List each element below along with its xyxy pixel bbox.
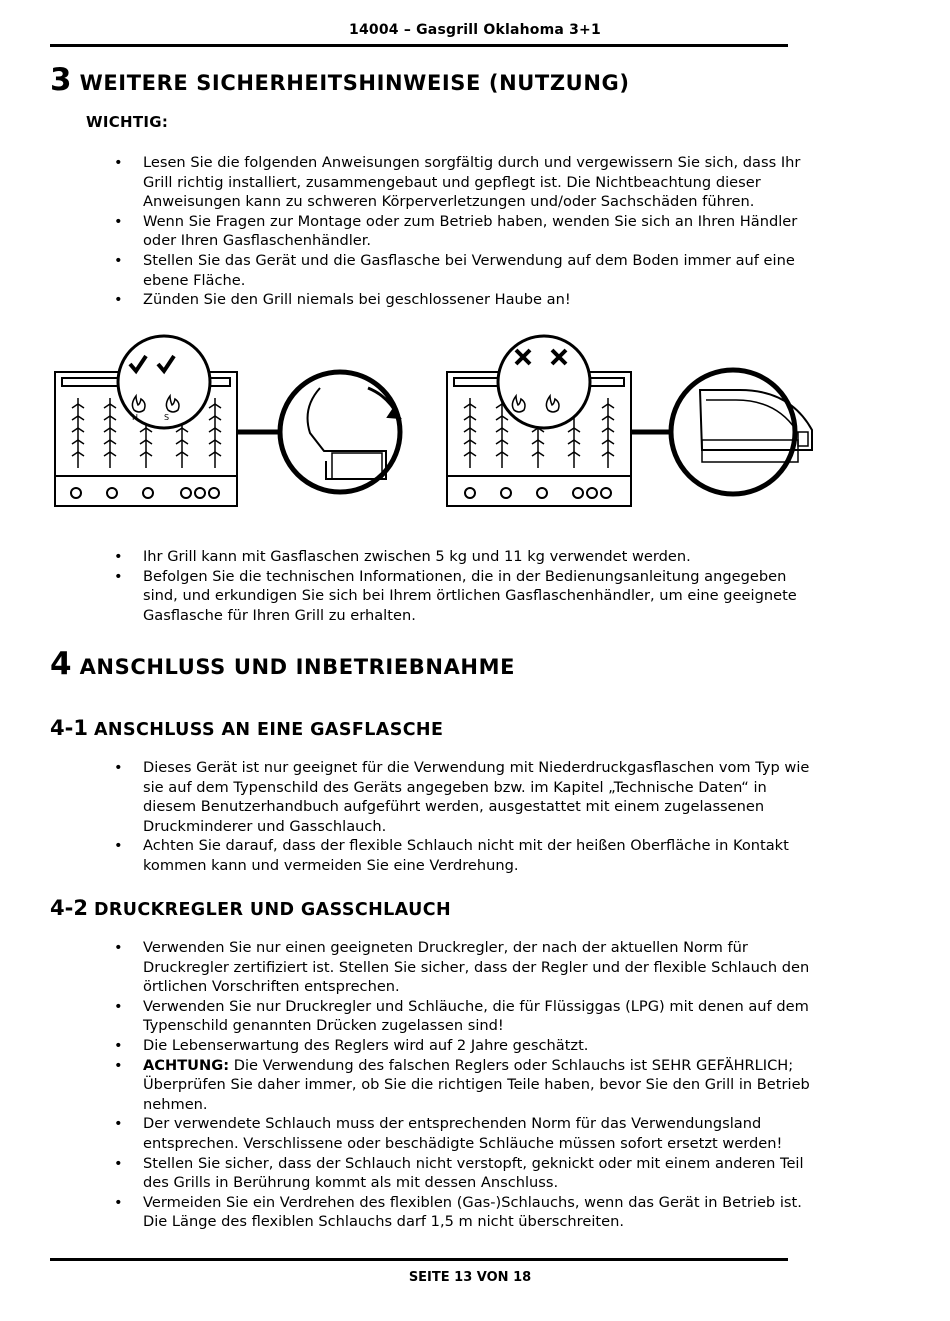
list-item-line: • Verwenden Sie nur einen geeigneten Druckregler, der nach der aktuellen Norm für xyxy=(143,939,748,956)
list-item-line: • Die Lebenserwartung des Reglers wird auf 2 Jahre geschätzt. xyxy=(143,1036,589,1054)
section-number: 4 xyxy=(50,646,72,682)
subsection-number: 4-1 xyxy=(50,716,88,740)
grill-closed-lid-not-ok xyxy=(447,336,812,506)
list-item xyxy=(0,212,890,251)
section-title: WEITERE SICHERHEITSHINWEISE (NUTZUNG) xyxy=(79,71,630,95)
list-item-line: • Stellen Sie sicher, dass der Schlauch nicht verstopft, geknickt oder mit einem anderen Teil xyxy=(143,1154,804,1172)
list-item-line: nehmen. xyxy=(143,1095,208,1113)
list-item xyxy=(0,997,890,1036)
list-item-line: Grill richtig installiert, zusammengebaut und gepflegt ist. Die Nichtbeachtung dieser xyxy=(143,173,761,191)
footer-rule xyxy=(50,1258,788,1261)
grill-open-lid-ok xyxy=(55,336,400,506)
list-item-line: • Zünden Sie den Grill niemals bei geschlossener Haube an! xyxy=(143,291,571,309)
grill-usage-illustration xyxy=(50,328,910,514)
figure-label: S xyxy=(164,413,170,422)
list-item-line: örtlichen Vorschriften entsprechen. xyxy=(143,978,400,996)
section-title: ANSCHLUSS UND INBETRIEBNAHME xyxy=(79,655,516,679)
list-item-line: • Achten Sie darauf, dass der flexible Schlauch nicht mit der heißen Oberfläche in Kontakt xyxy=(143,837,789,855)
list-item-line: ebene Fläche. xyxy=(143,271,246,289)
warning-item xyxy=(0,1056,890,1115)
safety-list-2 xyxy=(0,547,890,625)
list-item-line: • Befolgen Sie die technischen Informationen, die in der Bedienungsanleitung angegeben xyxy=(143,567,787,585)
list-item-line: • Dieses Gerät ist nur geeignet für die Verwendung mit Niederdruckgasflaschen vom Typ wie xyxy=(143,759,810,776)
header-rule xyxy=(50,44,788,47)
list-item-line: Die Länge des flexiblen Schlauchs darf 1,5 m nicht überschreiten. xyxy=(143,1213,624,1231)
list-item-line: Druckregler zertifiziert ist. Stellen Sie sicher, dass der Regler und der flexible Schlauch den xyxy=(143,958,810,976)
list-item-line: entsprechen. Verschlissene oder beschädigte Schläuche müssen sofort ersetzt werden! xyxy=(143,1134,783,1152)
list-item xyxy=(0,153,890,212)
list-item xyxy=(0,1036,890,1056)
list-item xyxy=(0,938,890,997)
list-item-line: Überprüfen Sie daher immer, ob Sie die richtigen Teile haben, bevor Sie den Grill in Betrieb xyxy=(143,1076,810,1094)
figure-label: H xyxy=(132,413,139,422)
list-item xyxy=(0,567,890,626)
list-item xyxy=(0,1154,890,1193)
list-item-line: • Vermeiden Sie ein Verdrehen des flexiblen (Gas-)Schlauchs, wenn das Gerät in Betrieb ist. xyxy=(143,1193,802,1211)
page-number: SEITE 13 VON 18 xyxy=(408,1270,532,1285)
list-item-line: diesem Benutzerhandbuch aufgeführt werden, ausgestattet mit einem zugelassenen xyxy=(143,798,765,816)
list-item-line xyxy=(143,1056,890,1076)
list-item-line: • Lesen Sie die folgenden Anweisungen sorgfältig durch und vergewissern Sie sich, dass Ihr xyxy=(143,154,801,171)
list-item xyxy=(0,547,890,567)
list-item xyxy=(0,290,890,310)
list-item-line: kommen kann und vermeiden Sie eine Verdrehung. xyxy=(143,856,519,874)
subsection-title: ANSCHLUSS AN EINE GASFLASCHE xyxy=(93,720,444,740)
list-item-line: sie auf dem Typenschild des Geräts angegeben bzw. im Kapitel „Technische Daten“ in xyxy=(143,778,767,796)
list-item-line: • Ihr Grill kann mit Gasflaschen zwischen 5 kg und 11 kg verwendet werden. xyxy=(143,548,691,565)
list-item-line: Typenschild genannten Drücken zugelassen sind! xyxy=(143,1017,504,1035)
list-item-line: Anweisungen kann zu schweren Körperverletzungen und/oder Sachschäden führen. xyxy=(143,193,755,211)
list-item-line: • Stellen Sie das Gerät und die Gasflasche bei Verwendung auf dem Boden immer auf eine xyxy=(143,251,795,269)
list-item-line: Druckminderer und Gasschlauch. xyxy=(143,817,387,835)
list-item xyxy=(0,1193,890,1232)
gas-bottle-list xyxy=(0,758,890,876)
list-item-line: Gasflasche für Ihren Grill zu erhalten. xyxy=(143,606,416,624)
subsection-number: 4-2 xyxy=(50,896,88,920)
list-item xyxy=(0,1114,890,1153)
list-item-line: sind, und erkundigen Sie sich bei Ihrem örtlichen Gasflaschenhändler, um eine geeignete xyxy=(143,587,797,605)
section-4-heading xyxy=(50,646,515,682)
header-title: 14004 – Gasgrill Oklahoma 3+1 xyxy=(349,22,601,38)
section-3-heading xyxy=(50,62,630,98)
list-item-line: oder Ihren Gasflaschenhändler. xyxy=(143,232,372,250)
section-4-1-heading xyxy=(50,716,443,740)
list-item xyxy=(0,251,890,290)
regulator-hose-list xyxy=(0,938,890,1232)
subsection-title: DRUCKREGLER UND GASSCHLAUCH xyxy=(93,900,451,920)
section-number: 3 xyxy=(50,62,72,98)
list-item-line: • Wenn Sie Fragen zur Montage oder zum Betrieb haben, wenden Sie sich an Ihren Händler xyxy=(143,212,798,230)
warning-text: Die Verwendung des falschen Reglers oder Schlauchs ist SEHR GEFÄHRLICH; xyxy=(229,1056,794,1074)
list-item xyxy=(0,758,890,836)
list-item-line: • Der verwendete Schlauch muss der entsprechenden Norm für das Verwendungsland xyxy=(143,1115,762,1133)
important-subheading: WICHTIG: xyxy=(86,113,169,131)
list-item-line: • Verwenden Sie nur Druckregler und Schläuche, die für Flüssiggas (LPG) mit denen auf dem xyxy=(143,997,809,1015)
warning-label: ACHTUNG: xyxy=(143,1056,230,1074)
section-4-2-heading xyxy=(50,896,451,920)
safety-list-1 xyxy=(0,153,890,310)
list-item-line: des Grills in Berührung kommt als mit dessen Anschluss. xyxy=(143,1174,559,1192)
list-item xyxy=(0,836,890,875)
